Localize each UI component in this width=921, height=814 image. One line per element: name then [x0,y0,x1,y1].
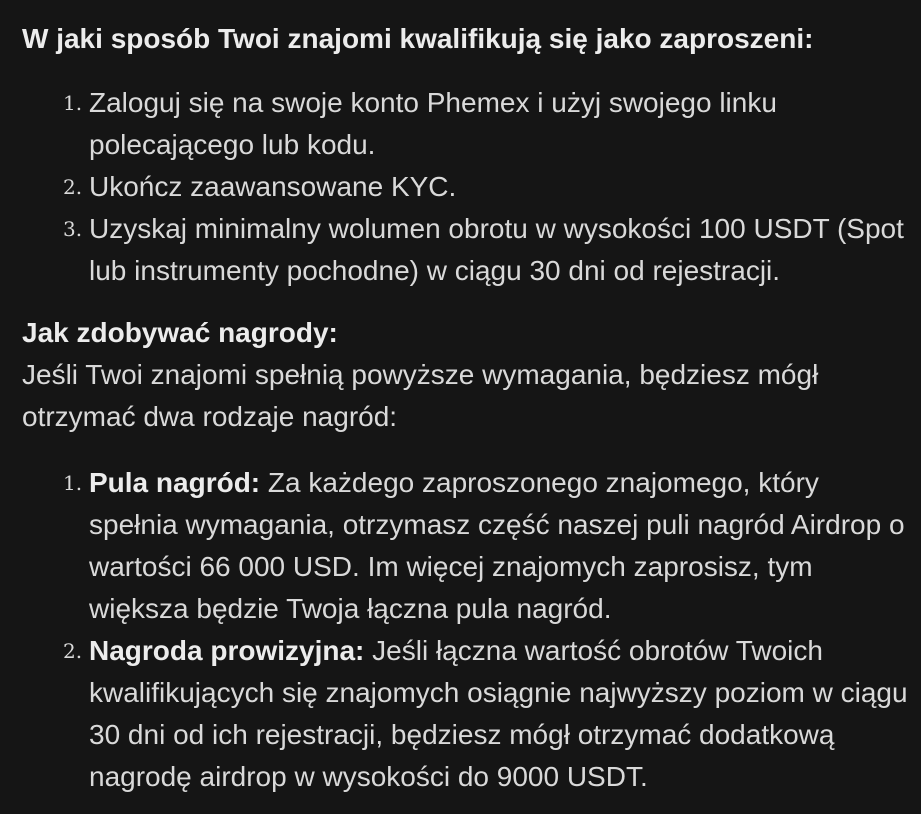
rewards-heading: Jak zdobywać nagrody: [22,317,338,348]
list-item-text: Ukończ zaawansowane KYC. [89,171,457,202]
list-item-text: Za każdego zaproszonego znajomego, który spełnia wymagania, otrzymasz część naszej puli nagród Airdrop o wartości 66 000 USD. Im więcej znajomych zaprosisz, tym większa będzie Twoja łączna pula nagród. [89,467,905,624]
list-number: 1. [63,91,83,115]
list-item [0,166,909,208]
rewards-list [0,462,909,798]
rewards-intro: Jeśli Twoi znajomi spełnią powyższe wymagania, będziesz mógł otrzymać dwa rodzaje nagród: [22,359,819,432]
list-number: 2. [63,175,83,199]
list-item [0,462,909,630]
list-item-text: Uzyskaj minimalny wolumen obrotu w wysokości 100 USDT (Spot lub instrumenty pochodne) w ciągu 30 dni od rejestracji. [89,213,904,286]
list-item [0,208,909,292]
list-number: 2. [63,639,83,663]
reward-label: Pula nagród: [89,467,261,498]
list-number: 1. [63,471,83,495]
list-item [0,630,909,798]
list-item-text: Zaloguj się na swoje konto Phemex i użyj swojego linku polecającego lub kodu. [89,87,777,160]
reward-label: Nagroda prowizyjna: [89,635,365,666]
list-item [0,82,909,166]
list-number: 3. [63,217,83,241]
qualification-heading: W jaki sposób Twoi znajomi kwalifikują się jako zaproszeni: [22,23,814,54]
qualification-steps-list [0,82,909,292]
list-item-text: Jeśli łączna wartość obrotów Twoich kwalifikujących się znajomych osiągnie najwyższy poziom w ciągu 30 dni od ich rejestracji, będziesz mógł otrzymać dodatkową nagrodę airdrop w wysokości do 9000 USDT. [89,635,908,792]
